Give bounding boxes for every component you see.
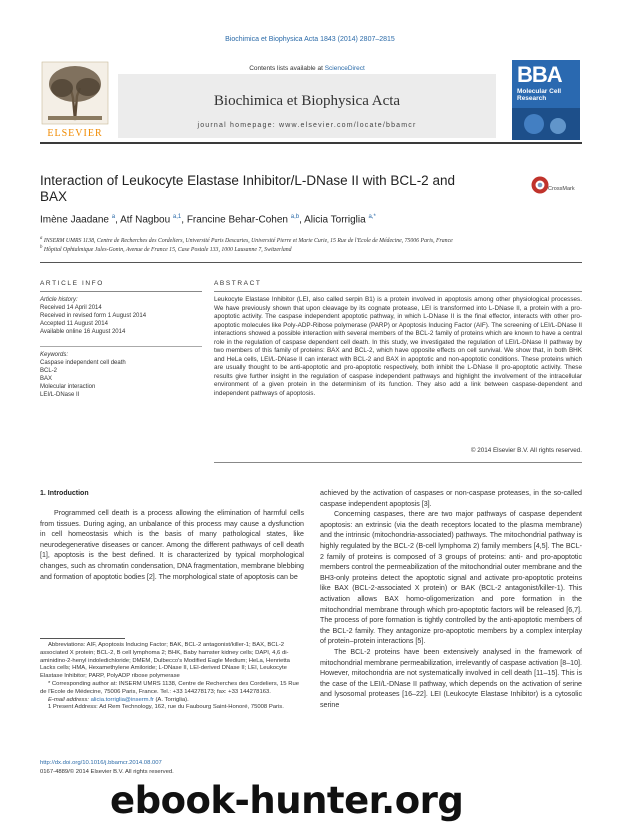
article-history-heading: Article history: bbox=[40, 297, 78, 303]
cover-subtitle: Molecular Cell Research bbox=[517, 88, 562, 102]
section-divider bbox=[40, 262, 582, 263]
watermark: ebook-hunter.org bbox=[110, 779, 464, 822]
divider bbox=[214, 462, 582, 463]
contents-line bbox=[118, 65, 496, 72]
journal-title: Biochimica et Biophysica Acta bbox=[213, 93, 401, 109]
article-title: Interaction of Leukocyte Elastase Inhibitor/L-DNase II with BCL-2 and BAX bbox=[40, 173, 455, 204]
journal-homepage[interactable]: journal homepage: www.elsevier.com/locate/bbamcr bbox=[197, 122, 417, 129]
email-link[interactable]: alicia.torriglia@inserm.fr bbox=[90, 696, 154, 703]
affiliation bbox=[40, 245, 580, 253]
divider bbox=[40, 291, 202, 292]
divider bbox=[214, 291, 582, 292]
keyword-item: LEI/L-DNase II bbox=[40, 392, 80, 398]
crossmark-label[interactable]: CrossMark bbox=[548, 186, 575, 192]
doi-link[interactable]: http://dx.doi.org/10.1016/j.bbamcr.2014.08.007 bbox=[40, 760, 162, 766]
history-item: Received 14 April 2014 bbox=[40, 305, 102, 311]
sciencedirect-link[interactable]: ScienceDirect bbox=[324, 65, 365, 72]
email-label: E-mail address: bbox=[48, 696, 91, 703]
section-heading: 1. Introduction bbox=[40, 490, 89, 497]
author-name: Francine Behar-Cohen bbox=[186, 214, 288, 226]
history-item: Received in revised form 1 August 2014 bbox=[40, 313, 147, 319]
issn-line: 0167-4889/© 2014 Elsevier B.V. All rights reserved. bbox=[40, 769, 174, 775]
abbreviations-footnote: Abbreviations: AIF, Apoptosis Inducing Factor; BAK, BCL-2 antagonist/killer-1; BAX, BCL-2 associated X protein; BCL-2, B cell lymphoma 2; BHK, Baby hamster kidney cells; DAPI, 4,6 di-aminidino-2-henyl indoledichloride; DMEM, Dulbecco's Modified Eagle Medium; HeLa, Henrietta Lacks cells; HMA, Hexamethylene Amiloride; L-DNase II, LEI-derived DNase II; LEI, Leukocyte Elastase Inhibitor; PARP, PolyADP ribose polymerase bbox=[40, 642, 290, 680]
keyword-item: BCL-2 bbox=[40, 368, 58, 374]
footnote-divider bbox=[40, 638, 125, 639]
cover-title: BBA bbox=[517, 62, 562, 87]
journal-header bbox=[40, 60, 582, 144]
journal-citation[interactable]: Biochimica et Biophysica Acta 1843 (2014) 2807–2815 bbox=[225, 36, 395, 43]
history-item: Accepted 11 August 2014 bbox=[40, 321, 108, 327]
affiliation-mark: b bbox=[40, 245, 43, 250]
right-column bbox=[320, 488, 582, 710]
author-list: Imène Jaadane $^a$, Atf Nagbou $^{a,1}$, Francine Behar-Cohen $^{a,b}$, Alicia Torriglia $^{a,*}$ bbox=[40, 214, 376, 226]
author-marks[interactable]: a,b bbox=[290, 214, 300, 220]
publisher-logo-text: ELSEVIER bbox=[47, 128, 103, 139]
affiliation-text: INSERM UMRS 1138, Centre de Recherches des Cordeliers, Université Paris Descartes, Université Pierre et Marie Curie, 15 Rue de l'Ecole de Médecine, 75006 Paris, France bbox=[43, 237, 453, 244]
keyword-item: BAX bbox=[40, 376, 53, 382]
keywords bbox=[40, 351, 202, 399]
author-name: Atf Nagbou bbox=[120, 214, 171, 226]
abstract-label: ABSTRACT bbox=[214, 280, 262, 287]
history-item: Available online 16 August 2014 bbox=[40, 329, 126, 335]
keyword-item: Molecular interaction bbox=[40, 384, 96, 390]
author-marks[interactable]: a,* bbox=[368, 214, 376, 220]
crossmark-icon[interactable] bbox=[530, 175, 582, 195]
body-paragraph: Programmed cell death is a process allowing the elimination of harmful cells from tissues. During aging, an unbalance of this process may cause a dysfunction in cell homeostasis which is the basis of many pathological states, like neurodegenerative diseases or cancer. Among the different pathways of cell death [1], apoptosis is the best defined. It is characterized by typical morphological changes, such as chromatin condensation, DNA fragmentation, membrane blebbing and formation of apoptotic bodies [2]. The morphological state of apoptosis can be bbox=[40, 509, 304, 581]
email-suffix: (A. Torriglia). bbox=[153, 696, 189, 703]
present-address-footnote: 1 Present Address: Ad Rem Technology, 162, rue du Faubourg Saint-Honoré, 75008 Paris. bbox=[48, 704, 284, 711]
author-marks[interactable]: a,1 bbox=[172, 214, 182, 220]
article-history bbox=[40, 296, 202, 336]
affiliation-text: Hôpital Ophtalmique Jules-Gonin, Avenue de France 15, Case Postale 133, 1000 Lausanne 7, Switzerland bbox=[43, 246, 292, 253]
footnotes bbox=[40, 642, 304, 712]
abstract-text: Leukocyte Elastase Inhibitor (LEI, also called serpin B1) is a protein involved in apoptosis among other physiological processes. We have previously shown that upon cleavage by its cognate protease, LEI is transformed into L-DNase II, a protein with a pro-apoptotic activity. The caspase independent apoptotic pathway, in which L-DNase II is the final effector, interacts with other pro-apoptotic molecules like Poly-ADP-Ribose polymerase (PARP) or Apoptosis Inducing Factor (AIF). The screening of LEI/L-DNase II interactions showed a possible interaction with several members of the BCL-2 family of proteins which are known to have a central role in the regulation of caspase dependent cell death. In this study, we investigated the regulation of LEI/L-DNase II pathway by two members of this family of proteins: BAX and BCL-2, which have opposite effects on cell survival. We show that, in both BHK and HeLa cells, LEI/L-DNase II can interact with BCL-2 and BAX in apoptotic and non-apoptotic conditions. These proteins which are usually thought to be anti-apoptotic and pro-apoptotic respectively, both inhibit the L-DNase II pro-apoptotic activity. These results give further insight in the regulation of caspase independent pathways and highlight the involvement of the intracellular environment of a given protein in the determinism of its function. They also add a link between caspase-dependent and independent pathways of apoptosis. bbox=[214, 296, 582, 397]
copyright-notice: © 2014 Elsevier B.V. All rights reserved. bbox=[470, 447, 582, 454]
cover-graphic bbox=[512, 108, 580, 140]
corresponding-author-footnote: * Corresponding author at: INSERM UMRS 1138, Centre de Recherches des Cordeliers, 15 Rue de l'Ecole de Médecine, 75006 Paris, France. Tel.: +33 144278173; fax: +33 144278163. bbox=[40, 680, 300, 695]
keywords-heading: Keywords: bbox=[40, 352, 69, 358]
body-paragraph: achieved by the activation of caspases or non-caspase proteases, in the so-called caspase independent apoptosis [3]. bbox=[320, 489, 582, 508]
journal-cover bbox=[512, 60, 580, 140]
author-marks[interactable]: a bbox=[111, 214, 116, 220]
keyword-item: Caspase independent cell death bbox=[40, 360, 126, 366]
body-paragraph: Concerning caspases, there are two major pathways of caspase dependent apoptosis: an extrinsic (via the death receptors located to the plasma membrane) and the intrinsic (mitochondria-associated) pathways. The mitochondrial pathway is highly regulated by the BCL-2 (B-cell lymphoma 2) family members [4,5]. The BCL-2 family of proteins is composed of 3 groups of proteins: anti- and pro-apoptotic members control the permeabilization of the mitochondrial outer membrane and the BH3-only proteins detect the apoptotic signal and activate pro-apoptotic proteins like BAX (BCL-2-associated X protein) or BAK (BCL-2 antagonist/killer-1). This activation allows BAX homo-oligomerization and pore formation in the mitochondrial membrane through which pro-apoptotic factors will be released [6,7]. The process of pore formation is tightly controlled by the anti-apoptotic members of the BCL-2 family. They antagonize pro-apoptotic members by a complex interplay of protein–protein interactions [5]. bbox=[320, 510, 582, 646]
author-name: Imène Jaadane bbox=[40, 214, 109, 226]
body-paragraph: The BCL-2 proteins have been extensively analysed in the framework of mitochondrial membrane permeabilization, irrelevantly of caspase activation [8–10]. However, mitochondria are not systematically involved in cell death [11–15]. This is the case of the LEI/L-DNase II pathway, which depends on the activation of serine and lysosomal proteases [16–22]. LEI (Leukocyte Elastase Inhibitor) is a cytosolic serine bbox=[320, 647, 582, 709]
email-footnote bbox=[40, 697, 304, 705]
affiliation bbox=[40, 236, 580, 244]
article-info-label: ARTICLE INFO bbox=[40, 280, 104, 287]
affiliation-mark: a bbox=[40, 236, 43, 241]
author-name: Alicia Torriglia bbox=[304, 214, 366, 226]
contents-prefix: Contents lists available at bbox=[249, 65, 325, 72]
divider bbox=[40, 346, 202, 347]
